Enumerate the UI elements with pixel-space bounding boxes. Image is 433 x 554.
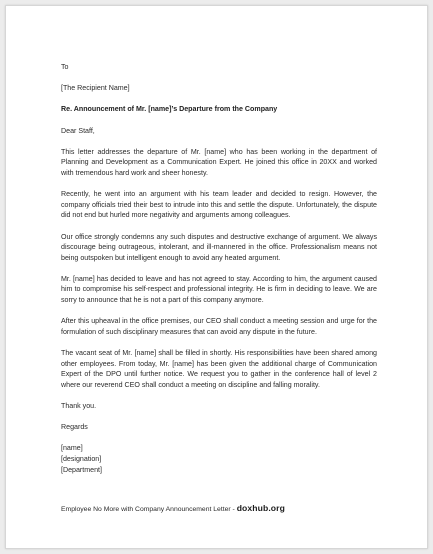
thanks-line: Thank you. [61,402,97,410]
letter-body [61,62,377,475]
paragraph-policy: Our office strongly condemns any such disputes and destructive exchange of argument. We always discourage being outrageous, intolerant, and ill-mannered in the office. Professionalism means not being outspoken but intelligent enough to avoid any heated argument. [61,232,377,262]
page-footer [61,503,285,513]
paragraph-argument: Recently, he went into an argument with his team leader and decided to resign. However, the company officials tried their best to intrude into this and settle the dispute. Unfortunately, the dispute did not end but hurled more negativity and arguments among colleagues. [61,190,377,220]
letter-page [5,5,428,549]
paragraph-decision: Mr. [name] has decided to leave and has not agreed to stay. According to him, the argument caused him to compromise his self-respect and professional integrity. He is firm in deciding to leave. We are sorry to announce that he is not a part of this company anymore. [61,274,377,305]
signature-block [61,443,377,475]
footer-caption: Employee No More with Company Announcement Letter - [61,506,237,513]
paragraph-departure: This letter addresses the departure of Mr. [name] who has been working in the department of Planning and Development as a Communication Expert. He joined this office in 20XX and worked with tremendous hard work and sheer honesty. [61,147,377,177]
footer-brand: doxhub.org [236,503,285,513]
signature-department: [Department] [61,465,103,474]
signature-designation: [designation] [61,454,102,463]
paragraph-vacancy: The vacant seat of Mr. [name] shall be filled in shortly. His responsibilities have been shared among other employees. From today, Mr. [name] has been given the additional charge of Communication Expert of the DPO until further notice. We request you to gather in the conference hall of level 2 where our reverend CEO shall conduct a meeting on discipline and falling morality. [61,349,377,389]
to-line: To [61,63,69,71]
regards-line: Regards [61,423,88,432]
recipient-name: [The Recipient Name] [61,84,130,93]
signature-name: [name] [61,444,83,453]
subject-line: Re. Announcement of Mr. [name]’s Departure from the Company [61,105,278,114]
paragraph-meeting: After this upheaval in the office premises, our CEO shall conduct a meeting session and urge for the formulation of such disciplinary measures that can avoid any dispute in the future. [61,317,377,336]
greeting: Dear Staff, [61,126,95,135]
